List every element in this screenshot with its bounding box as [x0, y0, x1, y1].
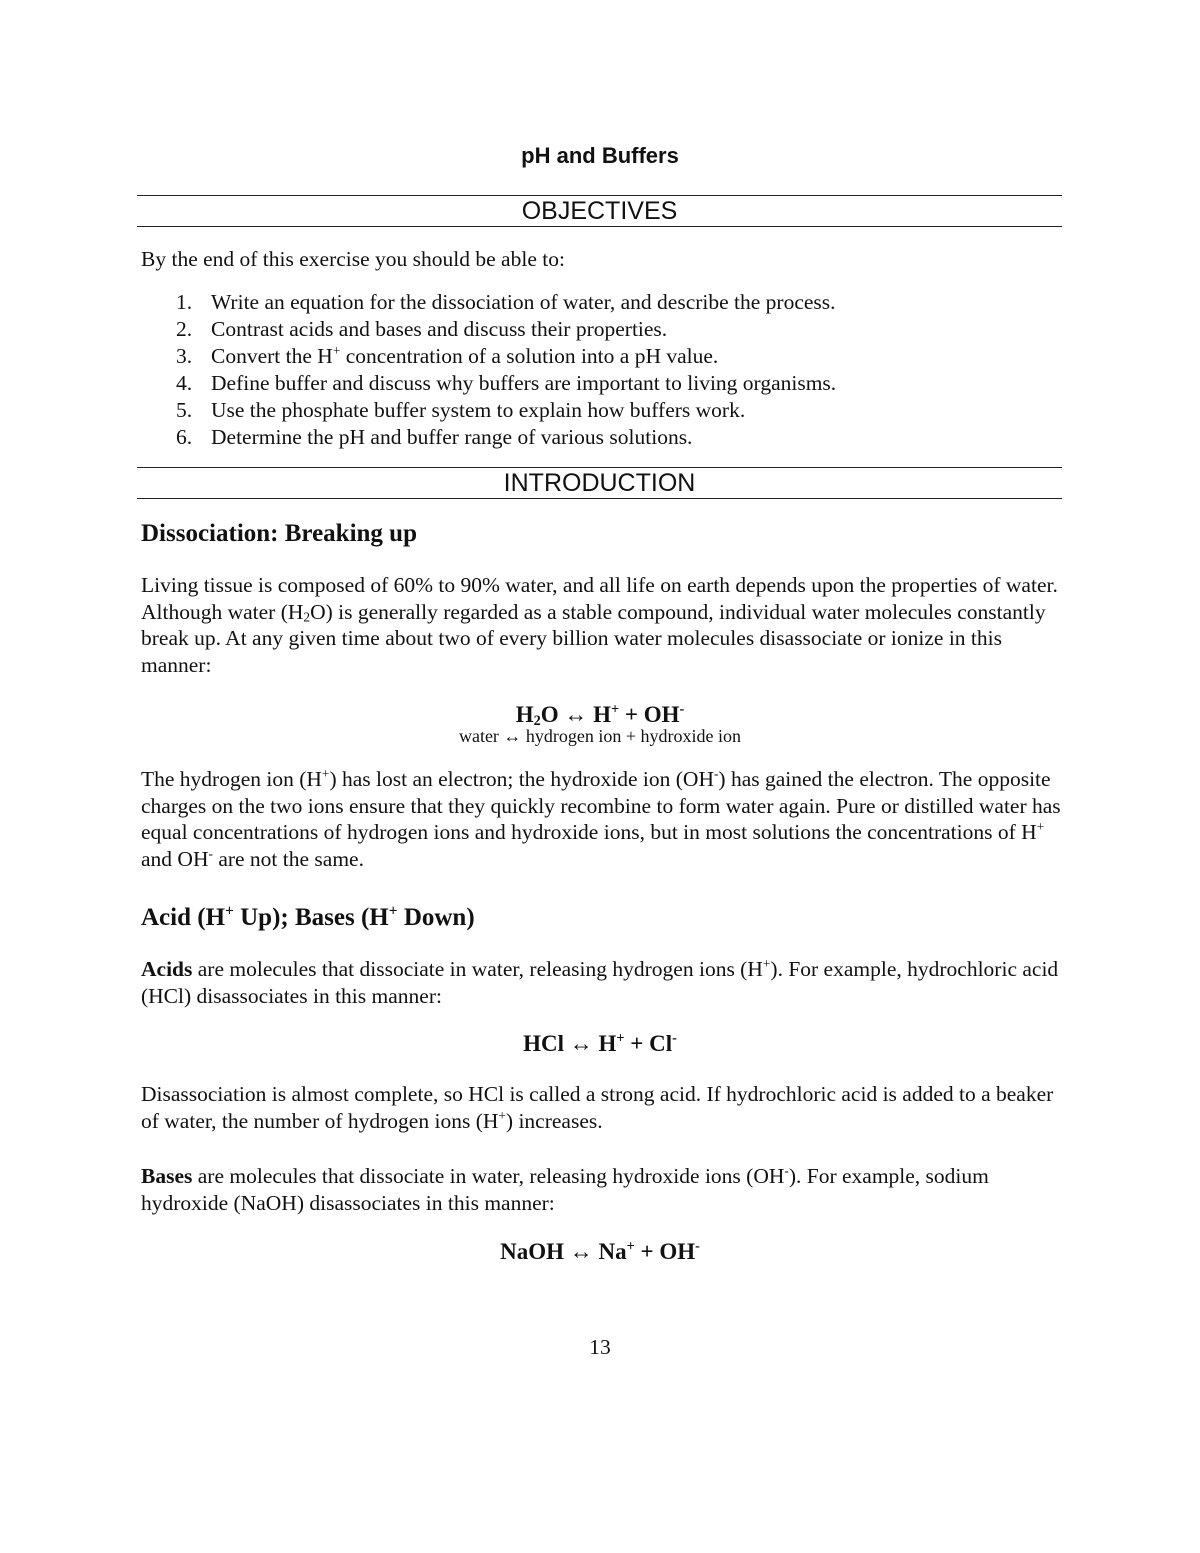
superscript: +	[225, 902, 234, 920]
list-item	[141, 424, 1066, 451]
superscript: +	[626, 1238, 635, 1255]
bold-term: Acids	[141, 957, 193, 981]
list-item-text: concentration of a solution into a pH value.	[340, 344, 719, 368]
introduction-heading: INTRODUCTION	[137, 467, 1062, 499]
text-run: H	[515, 702, 534, 727]
list-item-text: Convert the H	[211, 344, 333, 368]
list-item	[141, 289, 1066, 316]
list-item-number: 6.	[176, 425, 193, 449]
superscript: +	[762, 956, 771, 972]
text-run: Disassociation is almost complete, so HCl is called a strong acid. If hydrochloric acid is added to a beaker of water, the number of hydrogen ions (H	[141, 1082, 1054, 1133]
superscript: +	[332, 343, 341, 359]
dissociation-paragraph	[141, 572, 1066, 678]
superscript: +	[498, 1107, 506, 1123]
superscript: +	[1036, 819, 1045, 835]
section-heading-dissociation: Dissociation: Breaking up	[141, 520, 417, 547]
superscript: +	[388, 902, 398, 920]
text-run: ). For example, hydrochloric acid (HCl) disassociates in this manner:	[141, 957, 1059, 1008]
superscript: -	[784, 1163, 789, 1179]
text-run: ) has lost an electron; the hydroxide ion (OH	[329, 767, 714, 791]
superscript: +	[321, 766, 330, 782]
text-run: + OH	[634, 1239, 696, 1264]
text-run: ) increases.	[505, 1108, 603, 1133]
text-run: are molecules that dissociate in water, releasing hydroxide ions (OH	[192, 1164, 785, 1188]
objectives-lead: By the end of this exercise you should be able to:	[141, 247, 565, 271]
text-run: Living tissue is composed of 60% to 90% water, and all life on earth depends upon the properties of water. Although water (H	[141, 573, 1058, 624]
text-run: The hydrogen ion (H	[141, 767, 322, 791]
superscript: -	[672, 1030, 677, 1047]
superscript: -	[679, 701, 685, 718]
list-item-text: Use the phosphate buffer system to explain how buffers work.	[211, 398, 746, 422]
text-run: HCl ↔ H	[523, 1031, 617, 1056]
subscript: 2	[533, 712, 541, 729]
hcl-equation	[0, 1030, 1200, 1058]
list-item	[141, 316, 1066, 343]
text-run: are molecules that dissociate in water, releasing hydrogen ions (H	[192, 957, 763, 981]
bold-term: Bases	[141, 1164, 193, 1188]
text-run: Up); Bases (H	[233, 904, 389, 931]
superscript: +	[611, 701, 620, 718]
list-item-text: Contrast acids and bases and discuss their properties.	[211, 317, 668, 341]
naoh-equation	[0, 1238, 1200, 1266]
list-item	[141, 343, 1066, 370]
text-run: + OH	[619, 702, 680, 727]
ions-paragraph	[141, 766, 1066, 872]
bases-paragraph	[141, 1163, 1066, 1216]
text-run: + Cl	[624, 1031, 673, 1056]
list-item-number: 3.	[176, 344, 193, 368]
list-item-number: 2.	[176, 317, 193, 341]
superscript: -	[713, 766, 719, 782]
list-item-number: 1.	[176, 290, 193, 314]
list-item-number: 5.	[176, 398, 193, 422]
text-run: NaOH ↔ Na	[500, 1239, 627, 1264]
superscript: +	[616, 1030, 625, 1047]
superscript: -	[695, 1238, 700, 1255]
section-heading-acids-bases	[141, 903, 475, 933]
list-item	[141, 370, 1066, 397]
text-run: Down)	[397, 904, 475, 931]
subscript: 2	[303, 609, 311, 625]
list-item-text: Write an equation for the dissociation of water, and describe the process.	[211, 290, 836, 314]
text-run: O) is generally regarded as a stable compound, individual water molecules constantly break up. At any given time about two of every billion water molecules disassociate or ionize in this manner:	[141, 599, 1046, 677]
text-run: ) has gained the electron. The opposite charges on the two ions ensure that they quickly recombine to form water again. Pure or distilled water has equal concentrations of hydrogen ions and hydroxide ions, but in most solutions the concentrations of H	[141, 767, 1061, 845]
document-title: pH and Buffers	[521, 143, 679, 168]
text-run: Acid (H	[141, 904, 226, 931]
list-item-text: Define buffer and discuss why buffers are important to living organisms.	[211, 371, 837, 395]
superscript: -	[208, 845, 213, 861]
list-item	[141, 397, 1066, 424]
equation-caption: water ↔ hydrogen ion + hydroxide ion	[458, 726, 742, 746]
water-dissociation-equation	[0, 701, 1200, 729]
text-run: O ↔ H	[540, 702, 612, 727]
list-item-number: 4.	[176, 371, 193, 395]
acids-paragraph	[141, 956, 1066, 1009]
text-run: are not the same.	[212, 846, 364, 871]
objectives-list	[141, 289, 1066, 451]
text-run: and OH	[141, 846, 209, 871]
list-item-text: Determine the pH and buffer range of various solutions.	[211, 425, 693, 449]
strong-acid-paragraph	[141, 1081, 1066, 1134]
text-run: ). For example, sodium hydroxide (NaOH) disassociates in this manner:	[141, 1164, 989, 1215]
objectives-heading: OBJECTIVES	[137, 195, 1062, 227]
page-number: 13	[589, 1335, 611, 1359]
